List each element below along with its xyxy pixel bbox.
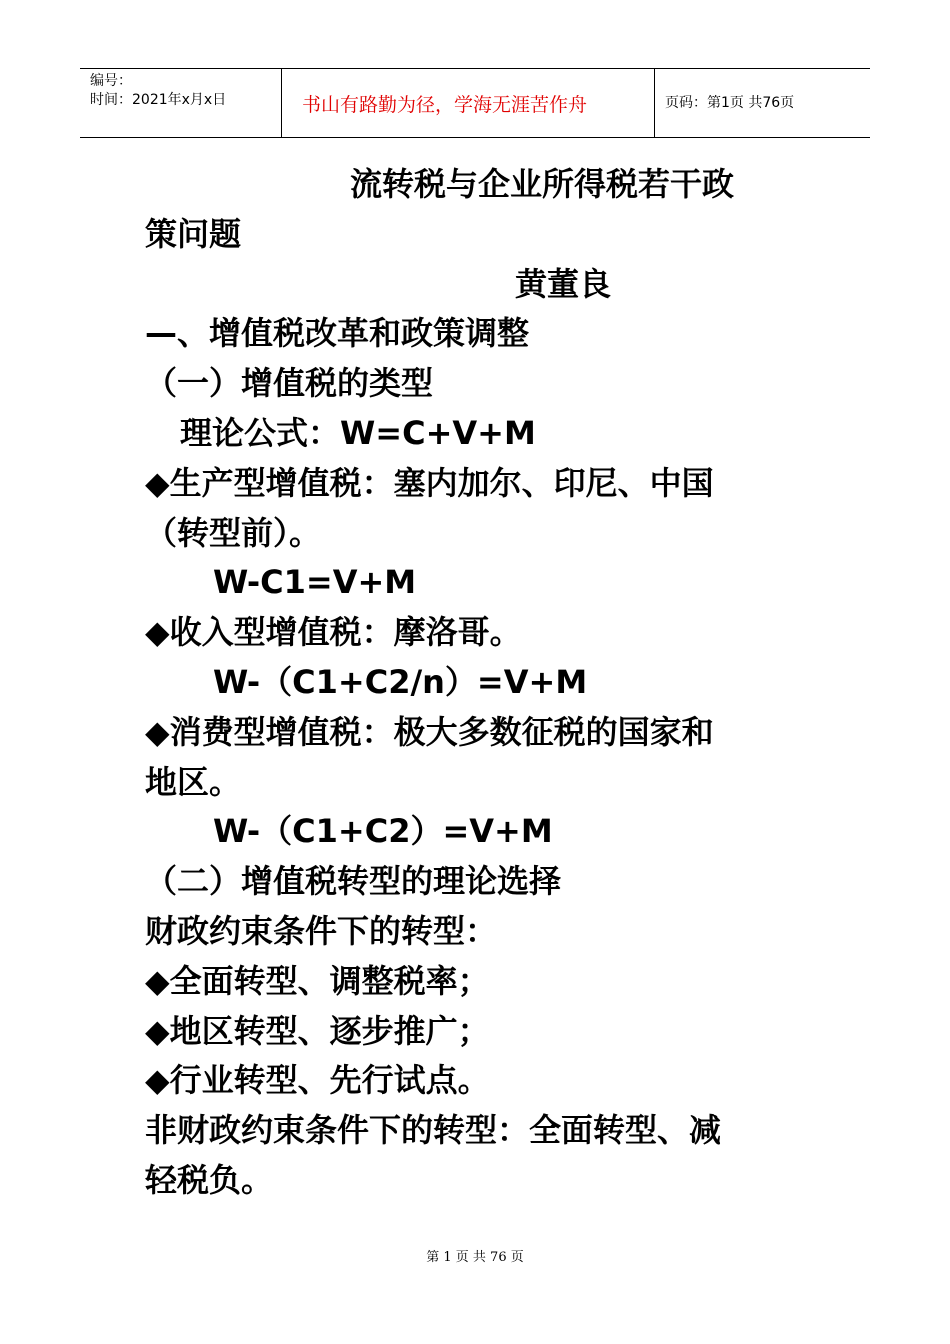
subsection-heading: （二）增值税转型的理论选择	[145, 862, 562, 901]
formula-line: 理论公式：W=C+V+M	[180, 413, 536, 452]
formula-line: W-（C1+C2/n）=V+M	[213, 662, 588, 701]
text-line: 非财政约束条件下的转型：全面转型、减	[145, 1111, 722, 1150]
bullet-item: ◆消费型增值税：极大多数征税的国家和	[145, 712, 714, 751]
header-divider	[654, 69, 655, 137]
header-divider	[281, 69, 282, 137]
bullet-item: ◆生产型增值税：塞内加尔、印尼、中国	[145, 463, 714, 502]
document-author: 黄董良	[515, 264, 612, 303]
header-page-info: 页码：第1页 共76页	[665, 95, 795, 111]
header-table	[80, 68, 870, 138]
document-title-line2: 策问题	[145, 214, 242, 253]
number-label: 编号：	[90, 73, 132, 89]
section-heading: —、增值税改革和政策调整	[145, 314, 530, 353]
header-motto: 书山有路勤为径，学海无涯苦作舟	[302, 94, 588, 116]
time-label: 时间：2021年x月x日	[90, 92, 227, 108]
header-meta	[90, 72, 226, 110]
text-line: （转型前）。	[145, 513, 322, 552]
text-line: 地区。	[145, 762, 242, 801]
text-line: 轻税负。	[145, 1160, 274, 1199]
formula-line: W-C1=V+M	[213, 563, 417, 602]
document-body	[145, 160, 825, 1206]
formula-line: W-（C1+C2）=V+M	[213, 812, 553, 851]
page-footer: 第 1 页 共 76 页	[426, 1250, 524, 1265]
bullet-item: ◆全面转型、调整税率；	[145, 961, 490, 1000]
subsection-heading: （一）增值税的类型	[145, 364, 434, 403]
bullet-item: ◆地区转型、逐步推广；	[145, 1011, 490, 1050]
bullet-item: ◆行业转型、先行试点。	[145, 1061, 490, 1100]
document-title-line1: 流转税与企业所得税若干政	[350, 165, 735, 203]
bullet-item: ◆收入型增值税：摩洛哥。	[145, 613, 522, 652]
text-line: 财政约束条件下的转型：	[145, 911, 498, 950]
